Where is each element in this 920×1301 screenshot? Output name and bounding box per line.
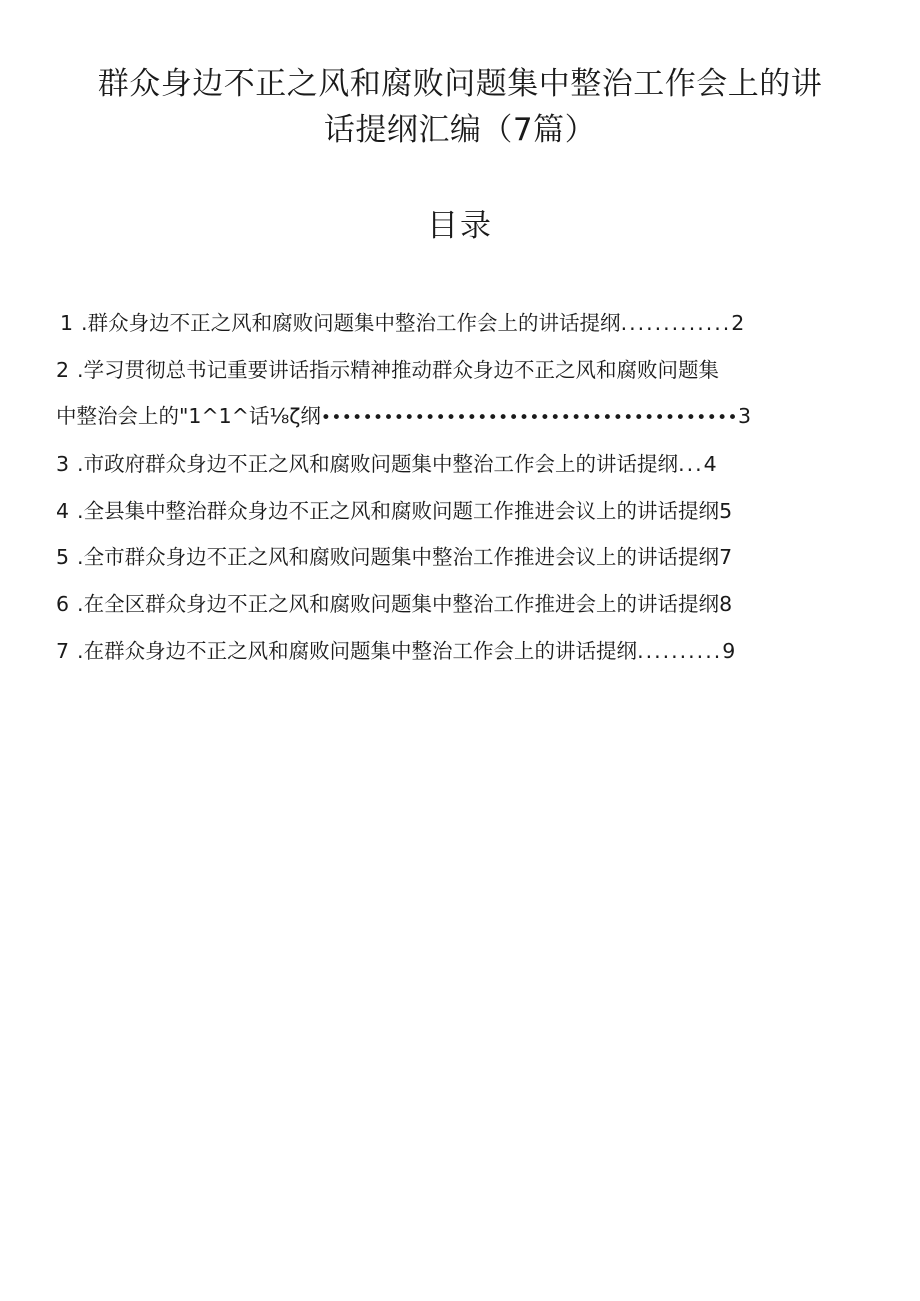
toc-entry-page: 3	[737, 404, 752, 428]
toc-entry-title: .全市群众身边不正之风和腐败问题集中整治工作推进会议上的讲话提纲	[77, 545, 720, 569]
toc-entry-number: 6	[56, 592, 70, 616]
toc-entry-title: .市政府群众身边不正之风和腐败问题集中整治工作会上的讲话提纲	[77, 452, 679, 476]
toc-entry-title: .学习贯彻总书记重要讲话指示精神推动群众身边不正之风和腐败问题集	[77, 358, 720, 382]
toc-entry-7[interactable]	[56, 637, 735, 665]
toc-entry-number: 2	[56, 358, 70, 382]
toc-entry-page: 4	[703, 452, 717, 476]
toc-entry-title: .全县集中整治群众身边不正之风和腐败问题工作推进会议上的讲话提纲	[77, 499, 720, 523]
toc-heading: 目录	[427, 208, 493, 244]
toc-entry-4[interactable]	[56, 497, 732, 525]
toc-entry-number: 3	[56, 452, 70, 476]
toc-entry-number: 4	[56, 499, 70, 523]
toc-entry-title: .群众身边不正之风和腐败问题集中整治工作会上的讲话提纲	[81, 311, 621, 335]
toc-entry-page: 8	[719, 592, 733, 616]
toc-entry-number: 1	[60, 311, 74, 335]
toc-entry-5[interactable]	[56, 543, 732, 571]
toc-entry-6[interactable]	[56, 590, 732, 618]
toc-entry-page: 9	[722, 639, 736, 663]
toc-entry-title: .在全区群众身边不正之风和腐败问题集中整治工作推进会上的讲话提纲	[77, 592, 720, 616]
toc-entry-leader: ..........	[637, 639, 723, 663]
toc-entry-leader: ...	[678, 452, 704, 476]
toc-entry-title-continued: 中整治会上的"1^1^话⅛ζ纲	[56, 404, 321, 428]
toc-entry-title: .在群众身边不正之风和腐败问题集中整治工作会上的讲话提纲	[77, 639, 638, 663]
toc-entry-number: 7	[56, 639, 70, 663]
toc-entry-leader: .............	[620, 311, 732, 335]
toc-entry-leader: ••••••••••••••••••••••••••••••••••••••••	[320, 408, 738, 428]
toc-entry-page: 2	[731, 311, 745, 335]
toc-entry-1[interactable]	[60, 309, 744, 337]
toc-entry-page: 5	[719, 499, 733, 523]
toc-entry-2-continuation[interactable]	[56, 402, 751, 432]
toc-entry-3[interactable]	[56, 450, 717, 478]
toc-entry-page: 7	[719, 545, 733, 569]
document-title-line-2: 话提纲汇编（7篇）	[323, 112, 597, 148]
toc-entry-2[interactable]	[56, 356, 719, 384]
toc-entry-number: 5	[56, 545, 70, 569]
document-title-line-1: 群众身边不正之风和腐败问题集中整治工作会上的讲	[97, 66, 823, 102]
